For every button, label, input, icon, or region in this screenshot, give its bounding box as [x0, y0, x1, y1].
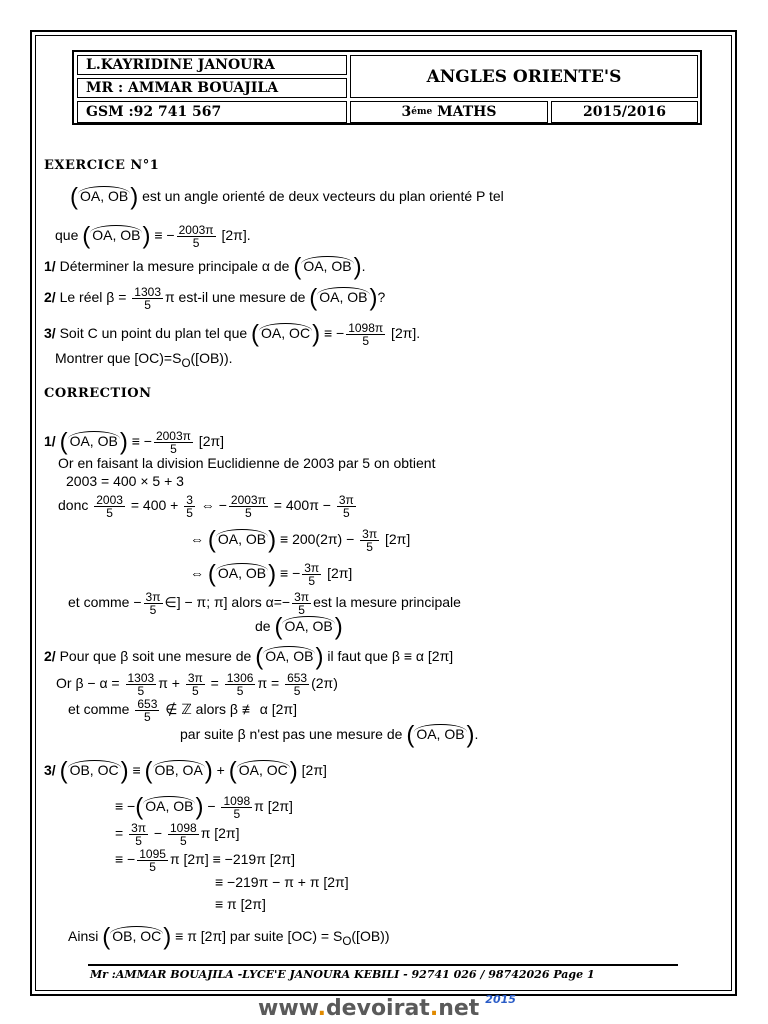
header-table: [72, 50, 702, 125]
correction-2: 2/ Pour que β soit une mesure de ( OA, OB) il faut que β ≡ α [2π]: [44, 643, 454, 671]
correction-1-comme: et comme − $\frac{3\pi}{5}$ ∈] − π; π] alors α=− $\frac{3\pi}{5}$ est la mesure principale: [68, 590, 461, 617]
correction-1-equiv1: ⇔ ( OA, OB) ≡ 200(2π) − $\frac{3\pi}{5}$ [2π]: [190, 526, 411, 554]
question-3-show: Montrer que $[OC)=S_O([OB))$.: [55, 350, 233, 370]
header-author: L.KAYRIDINE JANOURA: [77, 55, 347, 75]
correction-1-line1: Or en faisant la division Euclidienne de 2003 par 5 on obtient: [58, 455, 436, 471]
correction-2-comme: et comme $\frac{653}{5}$ ∉ ℤ alors β ≢ α [2π]: [68, 697, 297, 724]
exercise-heading: EXERCICE N°1: [44, 158, 160, 173]
footer-rule: [88, 964, 678, 966]
header-year: 2015/2016: [551, 101, 698, 123]
header-teacher: MR : AMMAR BOUAJILA: [77, 78, 347, 98]
header-title: ANGLES ORIENTE'S: [350, 55, 698, 98]
exercise-given: que ( OA, OB) ≡ − $\frac{2003\pi}{5}$ [2π].: [55, 222, 251, 250]
correction-3-step2: = $\frac{3\pi}{5}$ − $\frac{1098}{5}$ π [2π]: [115, 821, 240, 848]
correction-3-ainsi: Ainsi ( OB, OC) ≡ π [2π] par suite $[OC) = S_O([OB))$: [68, 923, 390, 951]
header-gsm: GSM :92 741 567: [77, 101, 347, 123]
correction-2-or: Or β − α = $\frac{1303}{5}$ π + $\frac{3\pi}{5}$ = $\frac{1306}{5}$ π = $\frac{653}{5}$ (2π): [56, 671, 338, 698]
question-3: 3/ Soit C un point du plan tel que ( OA, OC) ≡ − $\frac{1098\pi}{5}$ [2π].: [44, 320, 421, 348]
question-2: 2/ Le réel β = $\frac{1303}{5}$ π est-il une mesure de ( OA, OB)?: [44, 284, 386, 312]
correction-1-donc: donc $\frac{2003}{5}$ = 400 + $\frac{3}{5}$ ⇔ − $\frac{2003\pi}{5}$ = 400π − $\frac{3\pi}{5}$: [58, 493, 354, 520]
correction-1: 1/ ( OA, OB) ≡ − $\frac{2003\pi}{5}$ [2π]: [44, 428, 225, 456]
correction-1-equiv2: ⇔ ( OA, OB) ≡ − $\frac{3\pi}{5}$ [2π]: [190, 560, 353, 588]
footer-text: Mr :AMMAR BOUAJILA -LYCE'E JANOURA KEBILI - 92741 026 / 98742026 Page 1: [90, 968, 595, 981]
question-1: 1/ Déterminer la mesure principale α de ( OA, OB).: [44, 253, 366, 281]
watermark-logo: www.devoirat.net $^{2015}$: [258, 993, 516, 1021]
correction-1-de: de ( OA, OB): [255, 613, 343, 641]
correction-3-step4: ≡ −219π − π + π [2π]: [215, 874, 349, 890]
correction-1-line2: 2003 = 400 × 5 + 3: [66, 473, 184, 489]
correction-3-step5: ≡ π [2π]: [215, 896, 266, 912]
header-level: 3 éme MATHS: [350, 101, 548, 123]
exercise-intro: ( OA, OB) est un angle orienté de deux vecteurs du plan orienté P tel: [70, 183, 504, 211]
correction-3: 3/ ( OB, OC) ≡ ( OB, OA) + ( OA, OC) [2π]: [44, 757, 327, 785]
correction-3-step1: ≡ −( OA, OB) − $\frac{1098}{5}$ π [2π]: [115, 793, 293, 821]
correction-heading: CORRECTION: [44, 386, 152, 401]
correction-2-suite: par suite β n'est pas une mesure de ( OA, OB).: [180, 721, 479, 749]
correction-3-step3: ≡ − $\frac{1095}{5}$ π [2π] ≡ −219π [2π]: [115, 847, 295, 874]
